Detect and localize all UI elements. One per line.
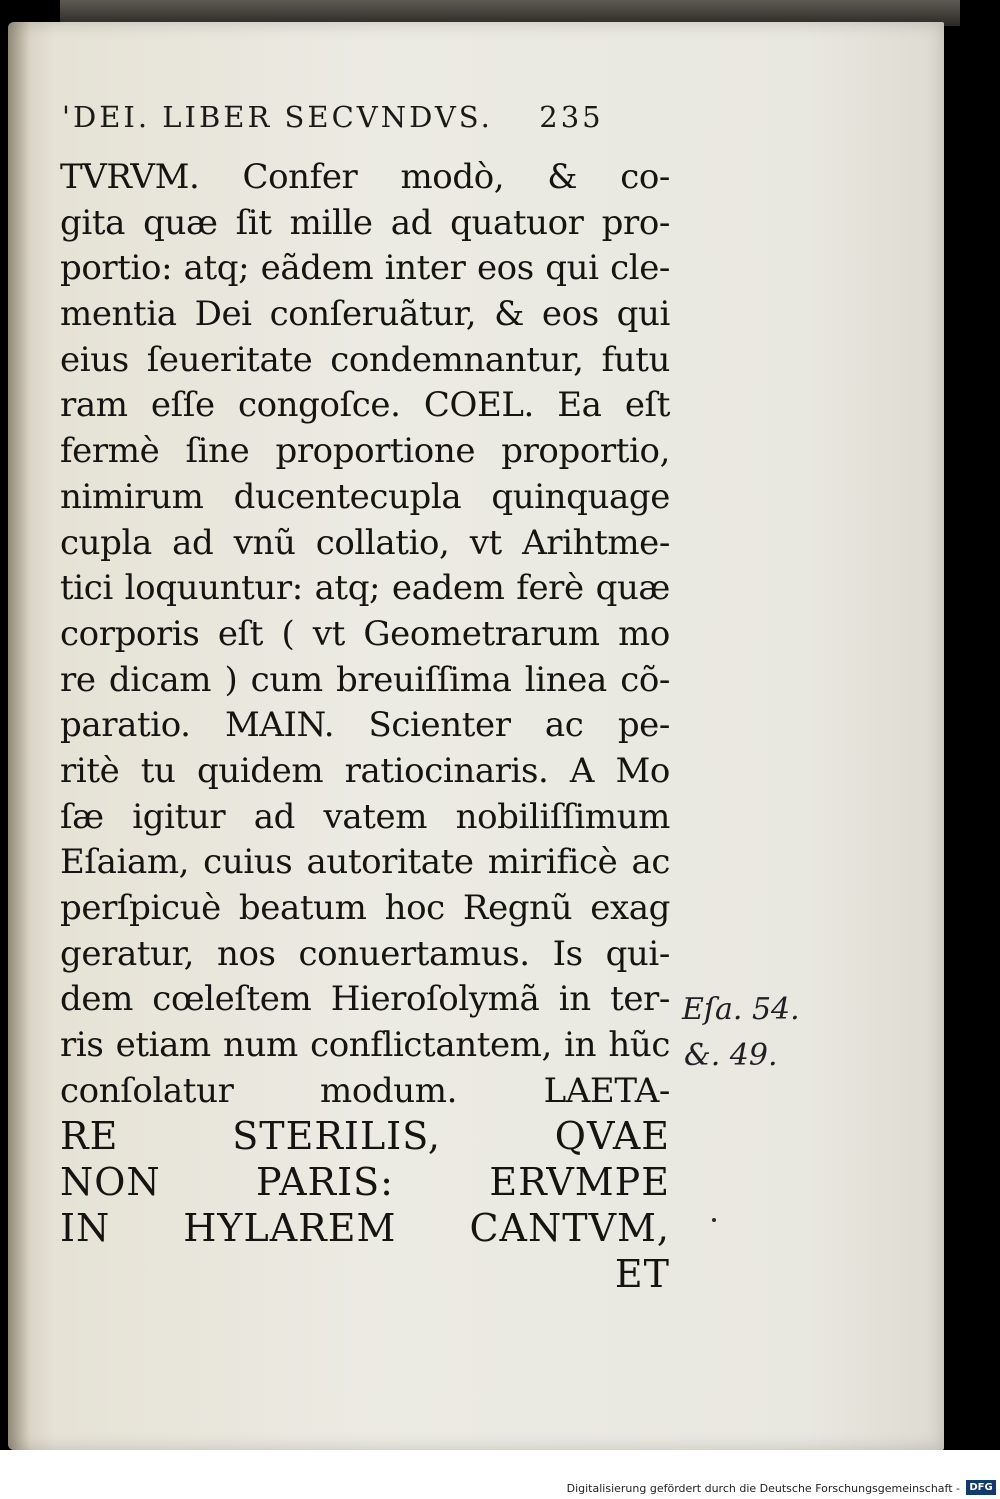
body-text (60, 155, 670, 1297)
text-line: gita quæ ſit mille ad quatuor pro- (60, 202, 670, 243)
text-line: TVRVM. Confer modò, & co- (60, 157, 670, 197)
text-line: cupla ad vnũ collatio, vt Arihtme- (60, 522, 670, 563)
text-line: corporis eſt ( vt Geometrarum mo (60, 613, 670, 654)
dfg-logo: DFG (966, 1480, 996, 1495)
margin-note: &. 49. (684, 1038, 778, 1073)
page-number: 235 (539, 100, 604, 134)
text-line: geratur, nos conuertamus. Is qui- (60, 933, 670, 974)
text-line: ſæ igitur ad vatem nobiliſſimum (60, 796, 670, 837)
text-line: Eſaiam, cuius autoritate mirificè ac (60, 842, 670, 883)
text-line: nimirum ducentecupla quinquage (60, 476, 670, 517)
text-line: eius ſeueritate condemnantur, futu (60, 339, 670, 380)
text-line: conſolatur modum. LAETA- (60, 1070, 670, 1111)
running-title: 'DEI. LIBER SECVNDVS. (62, 100, 493, 134)
text-line: re dicam ) cum breuiſſima linea cõ- (60, 659, 670, 700)
text-line: fermè ſine proportione proportio, (60, 431, 670, 472)
margin-note: Eſa. 54. (682, 992, 800, 1027)
text-line: NON PARIS: ERVMPE (60, 1160, 670, 1205)
running-header (62, 100, 672, 134)
text-line: ET (614, 1251, 670, 1296)
text-line: tici loquuntur: atq; eadem ferè quæ (60, 568, 670, 609)
text-line: mentia Dei conſeruãtur, & eos qui (60, 294, 670, 335)
ink-speck (712, 1218, 716, 1222)
page-gutter-shadow (8, 22, 30, 1450)
text-line: IN HYLAREM CANTVM, (60, 1205, 670, 1250)
text-line: ris etiam num conflictantem, in hũc (60, 1025, 670, 1066)
text-line: ram eſſe congoſce. COEL. Ea eſt (60, 385, 670, 426)
text-line: RE STERILIS, QVAE (60, 1114, 670, 1159)
text-line: ritè tu quidem ratiocinaris. A Mo (60, 750, 670, 791)
text-line: perſpicuè beatum hoc Regnũ exag (60, 888, 670, 928)
text-line: paratio. MAIN. Scienter ac pe- (60, 705, 670, 746)
text-line: dem cœleſtem Hieroſolymã in ter- (60, 979, 670, 1020)
digitization-credit: Digitalisierung gefördert durch die Deutsche Forschungsgemeinschaft - (566, 1482, 960, 1495)
text-line: portio: atq; eãdem inter eos qui cle- (60, 248, 670, 289)
